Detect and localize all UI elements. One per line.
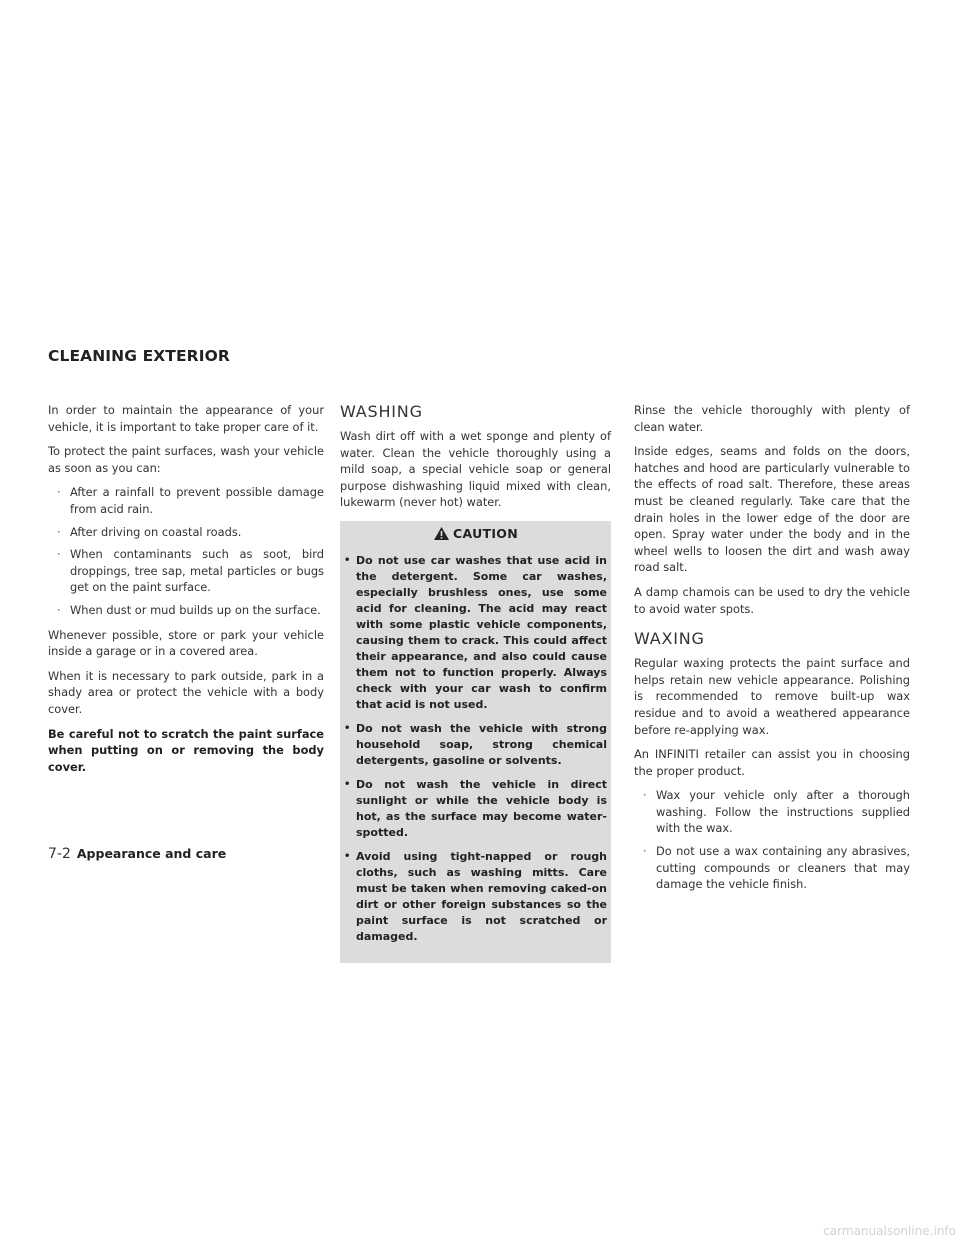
intro-paragraph: To protect the paint surfaces, wash your vehicle as soon as you can: <box>48 444 324 475</box>
list-item: · When dust or mud builds up on the surface. <box>48 602 324 619</box>
intro-paragraph: When it is necessary to park outside, park in a shady area or protect the vehicle with a body cover. <box>48 668 324 716</box>
washing-heading: WASHING <box>340 402 423 421</box>
caution-label: CAUTION <box>453 526 518 542</box>
caution-item: • Do not use car washes that use acid in the detergent. Some car washes, especially brushless ones, use some acid for cleaning. The acid may react with some plastic vehicle components, causing them to crack. This could affect their appearance, and also could cause them not to function properly. Always check with your car wash to confirm that acid is not used. <box>340 553 607 713</box>
caution-item: • Avoid using tight-napped or rough cloths, such as washing mitts. Care must be taken when removing caked-on dirt or other foreign substances so the paint surface is not scratched or damaged. <box>340 849 607 945</box>
caution-item: • Do not wash the vehicle with strong household soap, strong chemical detergents, gasoline or solvents. <box>340 721 607 769</box>
warning-icon <box>433 526 450 541</box>
washing-paragraph: Wash dirt off with a wet sponge and plenty of water. Clean the vehicle thoroughly using a mild soap, a special vehicle soap or general purpose dishwashing liquid mixed with clean, lukewarm (never hot) water. <box>340 429 611 510</box>
waxing-list <box>634 787 910 893</box>
list-item: · After a rainfall to prevent possible damage from acid rain. <box>48 484 324 517</box>
body-cover-note: Be careful not to scratch the paint surface when putting on or removing the body cover. <box>48 726 324 774</box>
list-item: · When contaminants such as soot, bird droppings, tree sap, metal particles or bugs get on the paint surface. <box>48 546 324 596</box>
washing-paragraph: Rinse the vehicle thoroughly with plenty of clean water. <box>634 403 910 434</box>
page-number: 7-2 <box>48 846 71 862</box>
waxing-heading: WAXING <box>634 629 705 649</box>
waxing-paragraph: An INFINITI retailer can assist you in choosing the proper product. <box>634 747 910 778</box>
list-item: · Do not use a wax containing any abrasives, cutting compounds or cleaners that may damage the vehicle finish. <box>634 843 910 893</box>
caution-list <box>340 553 611 945</box>
intro-paragraph: Whenever possible, store or park your vehicle inside a garage or in a covered area. <box>48 627 324 659</box>
caution-box <box>340 521 611 963</box>
column-intro <box>48 402 324 783</box>
waxing-paragraph: Regular waxing protects the paint surface and helps retain new vehicle appearance. Polishing is recommended to remove built-up wax residue and to avoid a weathered appearance before re-applying wax. <box>634 656 910 737</box>
column-rinse-waxing <box>634 402 910 901</box>
column-washing <box>340 402 611 963</box>
wash-conditions-list <box>48 484 324 618</box>
washing-paragraph: Inside edges, seams and folds on the doors, hatches and hood are particularly vulnerable to the effects of road salt. Therefore, these areas must be cleaned regularly. Take care that the drain holes in the lower edge of the door are open. Spray water under the body and in the wheel wells to loosen the dirt and wash away road salt. <box>634 444 910 575</box>
caution-header <box>340 521 611 547</box>
intro-paragraph: In order to maintain the appearance of your vehicle, it is important to take proper care of it. <box>48 403 324 434</box>
chapter-title: Appearance and care <box>76 846 227 861</box>
caution-item: • Do not wash the vehicle in direct sunlight or while the vehicle body is hot, as the surface may become water-spotted. <box>340 777 607 841</box>
list-item: · After driving on coastal roads. <box>48 524 324 541</box>
list-item: · Wax your vehicle only after a thorough washing. Follow the instructions supplied with the wax. <box>634 787 910 837</box>
watermark: carmanualsonline.info <box>823 1224 956 1238</box>
washing-paragraph: A damp chamois can be used to dry the vehicle to avoid water spots. <box>634 584 910 616</box>
page-footer <box>48 846 226 862</box>
section-title: CLEANING EXTERIOR <box>48 347 230 365</box>
